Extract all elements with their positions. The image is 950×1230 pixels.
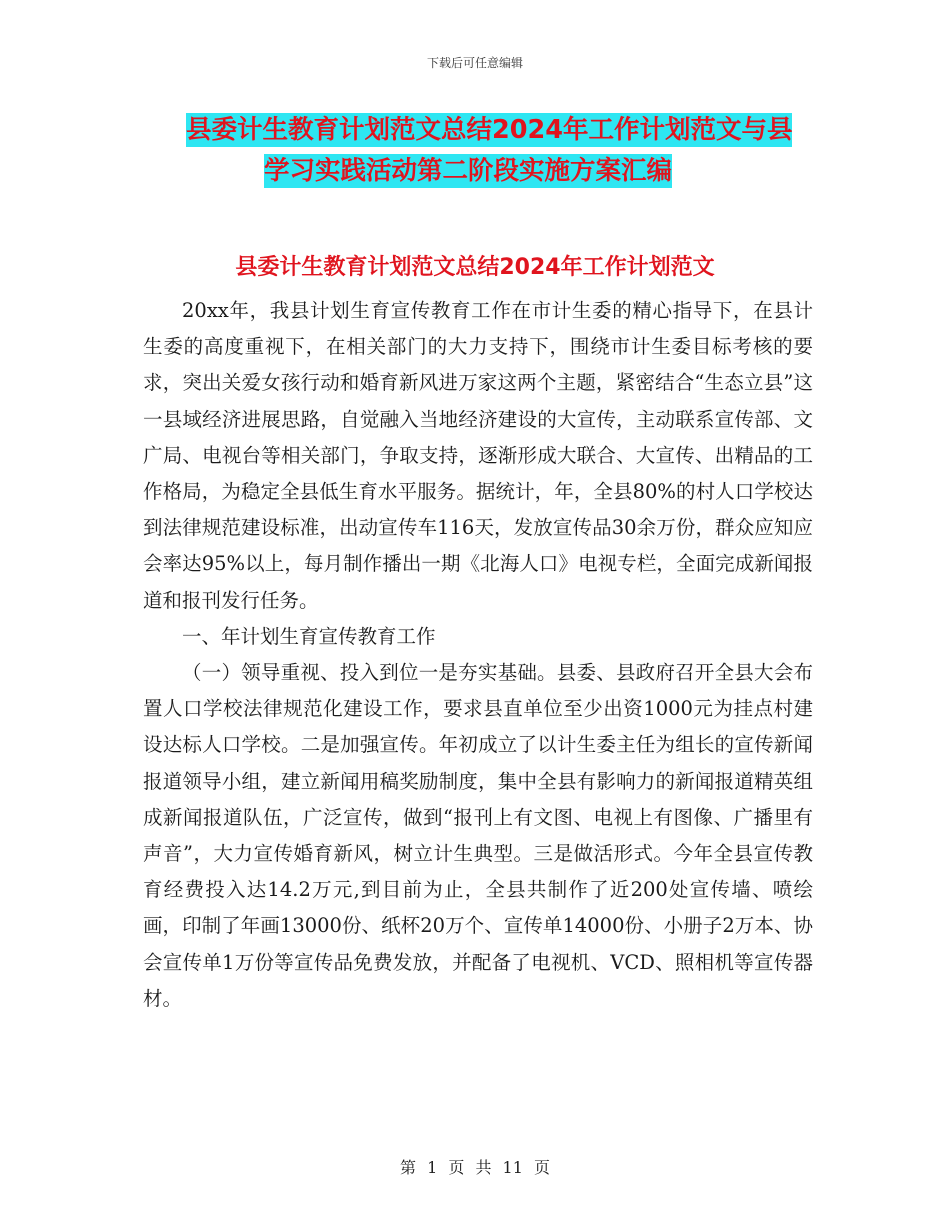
- document-title-line-2-text: 学习实践活动第二阶段实施方案汇编: [264, 156, 673, 186]
- page-footer: 第 1 页 共 11 页: [400, 1158, 550, 1177]
- body-text: [143, 293, 813, 1017]
- paragraph-intro: 20xx年，我县计划生育宣传教育工作在市计生委的精心指导下，在县计生委的高度重视下，在相关部门的大力支持下，围绕市计生委目标考核的要求，突出关爱女孩行动和婚育新风进万家这两个主题，紧密结合“生态立县”这一县域经济进展思路，自觉融入当地经济建设的大宣传，主动联系宣传部、文广局、电视台等相关部门，争取支持，逐渐形成大联合、大宣传、出精品的工作格局，为稳定全县低生育水平服务。据统计，年，全县80%的村人口学校达到法律规范建设标准，出动宣传车116天，发放宣传品30余万份，群众应知应会率达95%以上，每月制作播出一期《北海人口》电视专栏，全面完成新闻报道和报刊发行任务。: [143, 299, 813, 612]
- document-title-line-1-text: 县委计生教育计划范文总结2024年工作计划范文与县: [186, 115, 793, 145]
- section-title: 县委计生教育计划范文总结2024年工作计划范文: [235, 255, 715, 280]
- document-title: [186, 110, 826, 192]
- page-header-note: 下载后可任意编辑: [426, 56, 523, 70]
- document-title-line-1: [186, 110, 826, 151]
- paragraph-section-1: （一）领导重视、投入到位一是夯实基础。县委、县政府召开全县大会布置人口学校法律规范化建设工作，要求县直单位至少出资1000元为挂点村建设达标人口学校。二是加强宣传。年初成立了以计生委主任为组长的宣传新闻报道领导小组，建立新闻用稿奖励制度，集中全县有影响力的新闻报道精英组成新闻报道队伍，广泛宣传，做到“报刊上有文图、电视上有图像、广播里有声音”，大力宣传婚育新风，树立计生典型。三是做活形式。今年全县宣传教育经费投入达14.2万元,到目前为止，全县共制作了近200处宣传墙、喷绘画，印制了年画13000份、纸杯20万个、宣传单14000份、小册子2万本、协会宣传单1万份等宣传品免费发放，并配备了电视机、VCD、照相机等宣传器材。: [143, 661, 813, 1010]
- document-title-line-2: [186, 151, 826, 192]
- paragraph-heading-1: 一、年计划生育宣传教育工作: [182, 624, 436, 648]
